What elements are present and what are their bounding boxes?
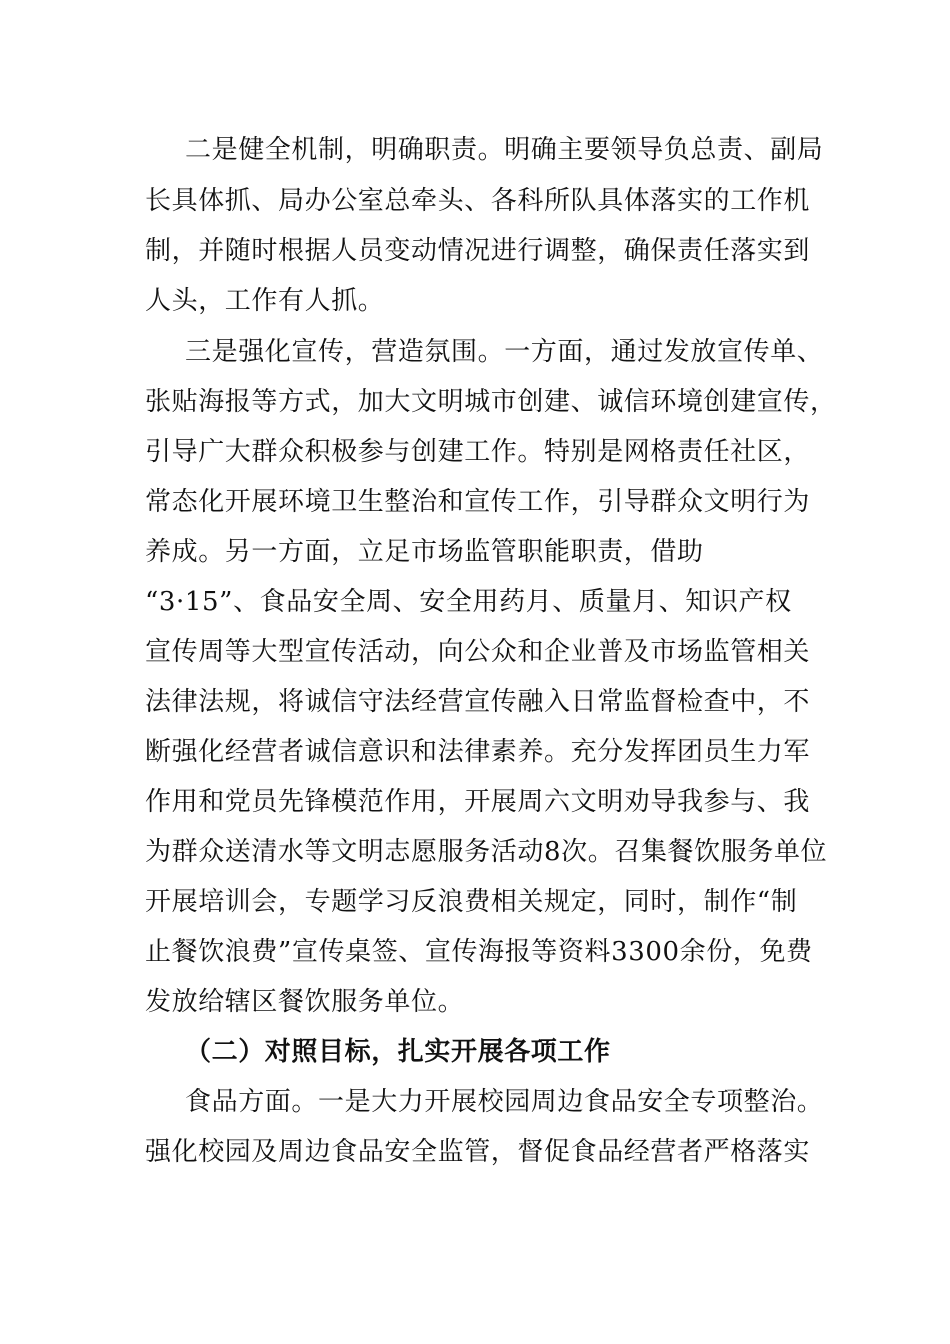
paragraph-line: “3·15”、食品安全周、安全用药月、质量月、知识产权 (145, 587, 792, 617)
paragraph-line: 食品方面。一是大力开展校园周边食品安全专项整治。 (185, 1087, 824, 1117)
paragraph-line: 开展培训会，专题学习反浪费相关规定，同时，制作“制 (145, 887, 798, 917)
paragraph-line: 养成。另一方面，立足市场监管职能职责，借助 (145, 537, 704, 567)
paragraph-line: 宣传周等大型宣传活动，向公众和企业普及市场监管相关 (145, 637, 811, 667)
paragraph-line: 断强化经营者诚信意识和法律素养。充分发挥团员生力军 (145, 737, 811, 767)
paragraph-line: 引导广大群众积极参与创建工作。特别是网格责任社区， (145, 437, 811, 467)
paragraph-line: 止餐饮浪费”宣传桌签、宣传海报等资料3300余份，免费 (145, 937, 813, 967)
paragraph-line: 强化校园及周边食品安全监管，督促食品经营者严格落实 (145, 1137, 811, 1167)
paragraph-line: 常态化开展环境卫生整治和宣传工作，引导群众文明行为 (145, 487, 811, 517)
paragraph-line: 人头，工作有人抓。 (145, 286, 385, 316)
section-heading: （二）对照目标，扎实开展各项工作 (185, 1037, 611, 1067)
paragraph-line: 二是健全机制，明确职责。明确主要领导负总责、副局 (185, 135, 824, 165)
paragraph-line: 作用和党员先锋模范作用，开展周六文明劝导我参与、我 (145, 787, 811, 817)
paragraph-line: 法律法规，将诚信守法经营宣传融入日常监督检查中，不 (145, 687, 811, 717)
paragraph-line: 张贴海报等方式，加大文明城市创建、诚信环境创建宣传， (145, 387, 837, 417)
paragraph-line: 为群众送清水等文明志愿服务活动8次。召集餐饮服务单位 (145, 837, 828, 867)
paragraph-line: 长具体抓、局办公室总牵头、各科所队具体落实的工作机 (145, 186, 811, 216)
paragraph-line: 发放给辖区餐饮服务单位。 (145, 987, 465, 1017)
paragraph-line: 制，并随时根据人员变动情况进行调整，确保责任落实到 (145, 236, 811, 266)
paragraph-line: 三是强化宣传，营造氛围。一方面，通过发放宣传单、 (185, 337, 824, 367)
